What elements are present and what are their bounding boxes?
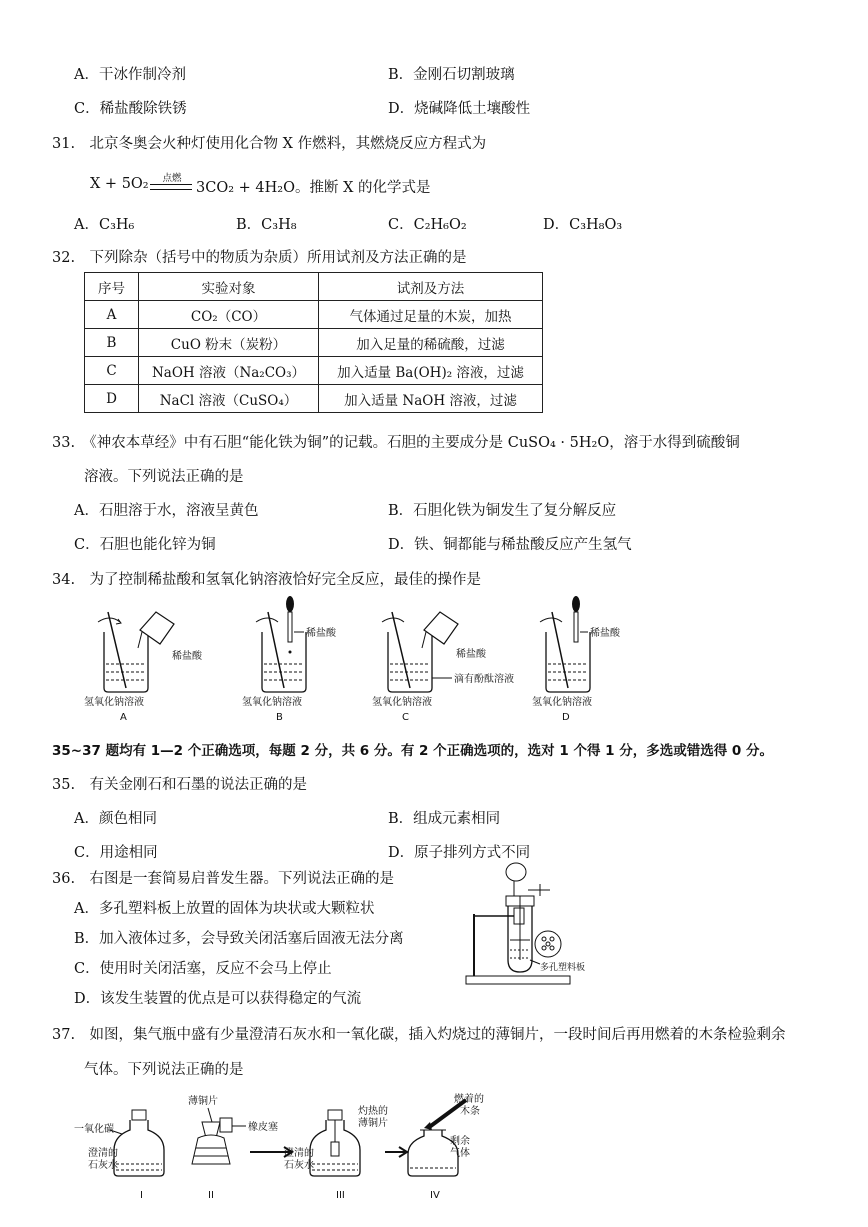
q34-letter-c: C — [402, 712, 409, 723]
q34-label-indicator: 滴有酚酞溶液 — [454, 674, 514, 685]
q37-step-i — [74, 1110, 164, 1201]
q37-label-remain-2: 气体 — [450, 1148, 470, 1159]
table-cell: NaCl 溶液（CuSO₄） — [139, 385, 319, 413]
q34-label-acid-d: 稀盐酸 — [590, 628, 620, 639]
table-cell: D — [85, 385, 139, 413]
q34-label-acid-b: 稀盐酸 — [306, 628, 336, 639]
q31-eq-condition: 点燃 — [162, 173, 182, 184]
q34-label-acid-c: 稀盐酸 — [456, 649, 486, 660]
q37-label-hot-1: 灼热的 — [358, 1106, 388, 1117]
table-row — [85, 357, 543, 385]
q34-label-base-c: 氢氧化钠溶液 — [372, 697, 432, 708]
q34-setup-a — [84, 612, 203, 723]
q37-step-ii — [188, 1094, 278, 1201]
q37-step-iii — [284, 1104, 388, 1201]
table-cell: CO₂（CO） — [139, 301, 319, 329]
table-header-cell: 试剂及方法 — [319, 273, 543, 301]
q34-setup-b — [242, 596, 337, 723]
q37-label-remain-1: 剩余 — [450, 1136, 470, 1147]
q32-stem: 32. 下列除杂（括号中的物质为杂质）所用试剂及方法正确的是 — [52, 250, 467, 266]
q36-option-b: B．加入液体过多，会导致关闭活塞后固液无法分离 — [74, 931, 404, 947]
q32-table — [84, 272, 543, 413]
q36-kipp-apparatus-figure — [460, 860, 610, 990]
q35-option-b: B．组成元素相同 — [388, 811, 501, 827]
table-cell: 加入适量 NaOH 溶液，过滤 — [319, 385, 543, 413]
q37-numeral-i: I — [140, 1190, 143, 1201]
q31-option-b: B．C₃H₈ — [236, 217, 297, 233]
q31-eq-right: 3CO₂ + 4H₂O。推断 X 的化学式是 — [196, 180, 431, 196]
q34-letter-d: D — [562, 712, 570, 723]
table-cell: 气体通过足量的木炭，加热 — [319, 301, 543, 329]
q37-label-limewater-3: 澄清的 — [284, 1148, 314, 1159]
q33-option-a: A．石胆溶于水，溶液呈黄色 — [74, 503, 259, 519]
q36-option-d: D．该发生装置的优点是可以获得稳定的气流 — [74, 991, 362, 1007]
q37-stem-line2: 气体。下列说法正确的是 — [84, 1062, 244, 1078]
q37-numeral-iii: III — [336, 1190, 345, 1201]
q35-stem: 35. 有关金刚石和石墨的说法正确的是 — [52, 777, 308, 793]
q37-label-stopper: 橡皮塞 — [248, 1122, 278, 1133]
q34-label-base-b: 氢氧化钠溶液 — [242, 697, 302, 708]
q37-label-copper: 薄铜片 — [188, 1096, 218, 1107]
q35-option-c: C．用途相同 — [74, 845, 158, 861]
q34-letter-a: A — [120, 712, 127, 723]
q34-setup-c — [372, 612, 514, 723]
q33-stem-line1: 33. 《神农本草经》中有石胆“能化铁为铜”的记载。石胆的主要成分是 CuSO₄ · 5H₂O，溶于水得到硫酸铜 — [52, 435, 740, 451]
section-instructions: 35~37 题均有 1—2 个正确选项，每题 2 分，共 6 分。有 2 个正确选项的，选对 1 个得 1 分，多选或错选得 0 分。 — [52, 743, 774, 759]
q31-option-d: D．C₃H₈O₃ — [543, 217, 623, 233]
q37-step-iv — [408, 1092, 484, 1201]
table-cell: C — [85, 357, 139, 385]
q34-stem: 34. 为了控制稀盐酸和氢氧化钠溶液恰好完全反应，最佳的操作是 — [52, 572, 482, 588]
q30-option-d: D．烧碱降低土壤酸性 — [388, 101, 531, 117]
table-cell: 加入足量的稀硫酸，过滤 — [319, 329, 543, 357]
q37-label-hot-2: 薄铜片 — [358, 1118, 388, 1129]
q37-numeral-iv: IV — [430, 1190, 440, 1201]
table-row — [85, 301, 543, 329]
q37-stem-line1: 37. 如图，集气瓶中盛有少量澄清石灰水和一氧化碳，插入灼烧过的薄铜片，一段时间后再用燃着的木条检验剩余 — [52, 1027, 786, 1043]
q37-numeral-ii: II — [208, 1190, 214, 1201]
table-cell: NaOH 溶液（Na₂CO₃） — [139, 357, 319, 385]
q36-option-c: C．使用时关闭活塞，反应不会马上停止 — [74, 961, 332, 977]
q35-option-d: D．原子排列方式不同 — [388, 845, 531, 861]
table-cell: A — [85, 301, 139, 329]
q31-option-c: C．C₂H₆O₂ — [388, 217, 467, 233]
q31-option-a: A．C₃H₆ — [74, 217, 135, 233]
q34-label-base-a: 氢氧化钠溶液 — [84, 697, 144, 708]
q34-figure — [80, 592, 640, 724]
q37-label-limewater-4: 石灰水 — [284, 1160, 314, 1171]
table-row — [85, 329, 543, 357]
q30-option-a: A．干冰作制冷剂 — [74, 67, 186, 83]
table-row — [85, 385, 543, 413]
table-cell: B — [85, 329, 139, 357]
table-cell: 加入适量 Ba(OH)₂ 溶液，过滤 — [319, 357, 543, 385]
q33-option-b: B．石胆化铁为铜发生了复分解反应 — [388, 503, 617, 519]
q37-label-co: 一氧化碳 — [74, 1124, 114, 1135]
q30-option-b: B．金刚石切割玻璃 — [388, 67, 515, 83]
q37-label-stick-2: 木条 — [460, 1106, 480, 1117]
q37-label-stick-1: 燃着的 — [454, 1094, 484, 1105]
table-header-cell: 序号 — [85, 273, 139, 301]
q33-option-c: C．石胆也能化锌为铜 — [74, 537, 216, 553]
q36-label-porous-plate: 多孔塑料板 — [540, 963, 586, 973]
table-header-cell: 实验对象 — [139, 273, 319, 301]
q34-setup-d — [532, 596, 621, 723]
arrow-icon — [385, 1147, 407, 1157]
q34-label-acid-a: 稀盐酸 — [172, 651, 202, 662]
q37-label-limewater-1: 澄清的 — [88, 1148, 118, 1159]
q34-letter-b: B — [276, 712, 283, 723]
q31-eq-sign — [150, 184, 192, 190]
q36-option-a: A．多孔塑料板上放置的固体为块状或大颗粒状 — [74, 901, 375, 917]
q33-option-d: D．铁、铜都能与稀盐酸反应产生氢气 — [388, 537, 632, 553]
q31-eq-left: X + 5O₂ — [90, 176, 149, 192]
q37-figure — [70, 1088, 520, 1223]
q31-stem: 31. 北京冬奥会火种灯使用化合物 X 作燃料，其燃烧反应方程式为 — [52, 136, 487, 152]
q30-option-c: C．稀盐酸除铁锈 — [74, 101, 187, 117]
q35-option-a: A．颜色相同 — [74, 811, 157, 827]
q37-label-limewater-2: 石灰水 — [88, 1160, 118, 1171]
table-cell: CuO 粉末（炭粉） — [139, 329, 319, 357]
table-header-row — [85, 273, 543, 301]
q34-label-base-d: 氢氧化钠溶液 — [532, 697, 592, 708]
q33-stem-line2: 溶液。下列说法正确的是 — [84, 469, 244, 485]
q36-stem: 36. 右图是一套简易启普发生器。下列说法正确的是 — [52, 871, 395, 887]
